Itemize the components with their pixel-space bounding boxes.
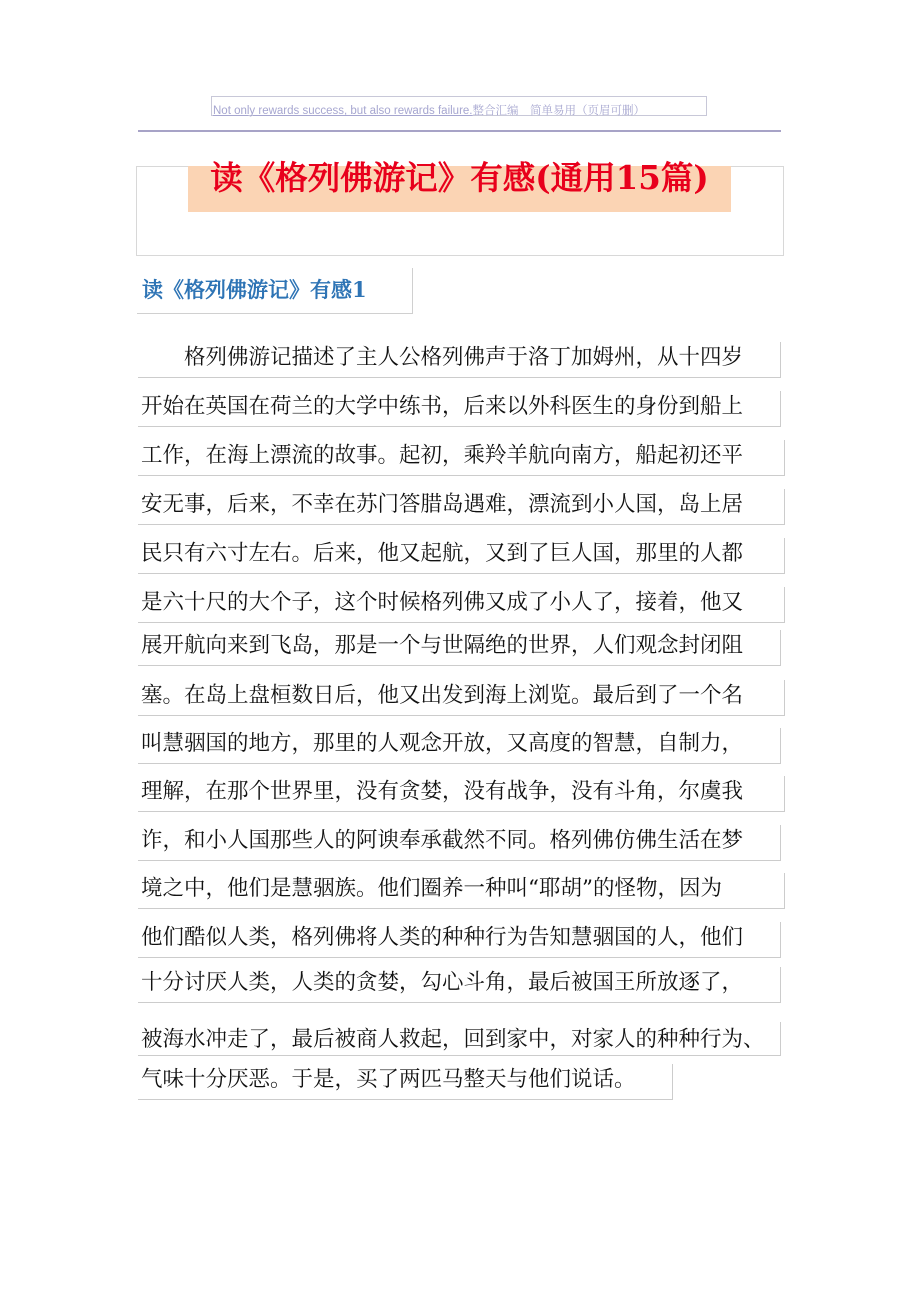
paragraph-line: 被海水冲走了，最后被商人救起，回到家中，对家人的种种行为、 bbox=[141, 1027, 765, 1052]
paragraph-line: 安无事，后来，不幸在苏门答腊岛遇难，漂流到小人国，岛上居 bbox=[141, 492, 744, 517]
paragraph-line: 塞。在岛上盘桓数日后，他又出发到海上浏览。最后到了一个名 bbox=[141, 683, 744, 708]
header-divider bbox=[138, 130, 781, 132]
header-english-text: Not only rewards success, but also rewards failure. bbox=[213, 105, 473, 117]
paragraph-line: 气味十分厌恶。于是，买了两匹马整天与他们说话。 bbox=[141, 1067, 636, 1092]
paragraph-line: 诈，和小人国那些人的阿谀奉承截然不同。格列佛仿佛生活在梦 bbox=[141, 828, 744, 853]
paragraph-line: 叫慧骃国的地方，那里的人观念开放，又高度的智慧，自制力， bbox=[141, 731, 744, 756]
paragraph-line: 格列佛游记描述了主人公格列佛声于洛丁加姆州，从十四岁 bbox=[141, 345, 744, 370]
paragraph-line: 民只有六寸左右。后来，他又起航，又到了巨人国，那里的人都 bbox=[141, 541, 744, 566]
paragraph-line: 他们酷似人类，格列佛将人类的种种行为告知慧骃国的人，他们 bbox=[141, 925, 744, 950]
section-heading: 读《格列佛游记》有感1 bbox=[142, 277, 367, 302]
paragraph-line: 工作，在海上漂流的故事。起初，乘羚羊航向南方，船起初还平 bbox=[141, 443, 744, 468]
paragraph-line: 十分讨厌人类，人类的贪婪，勾心斗角，最后被国王所放逐了， bbox=[141, 970, 744, 995]
paragraph-line: 理解，在那个世界里，没有贪婪，没有战争，没有斗角，尔虞我 bbox=[141, 779, 744, 804]
paragraph-line: 是六十尺的大个子，这个时候格列佛又成了小人了，接着，他又 bbox=[141, 590, 744, 615]
document-title: 读《格列佛游记》有感(通用15篇) bbox=[210, 158, 709, 197]
paragraph-line: 境之中，他们是慧骃族。他们圈养一种叫“耶胡”的怪物，因为 bbox=[141, 876, 722, 901]
paragraph-line: 开始在英国在荷兰的大学中练书，后来以外科医生的身份到船上 bbox=[141, 394, 744, 419]
header-chinese-text: 整合汇编 简单易用（页眉可删） bbox=[472, 103, 645, 117]
paragraph-line: 展开航向来到飞岛，那是一个与世隔绝的世界，人们观念封闭阻 bbox=[141, 633, 744, 658]
page-header bbox=[213, 103, 645, 118]
